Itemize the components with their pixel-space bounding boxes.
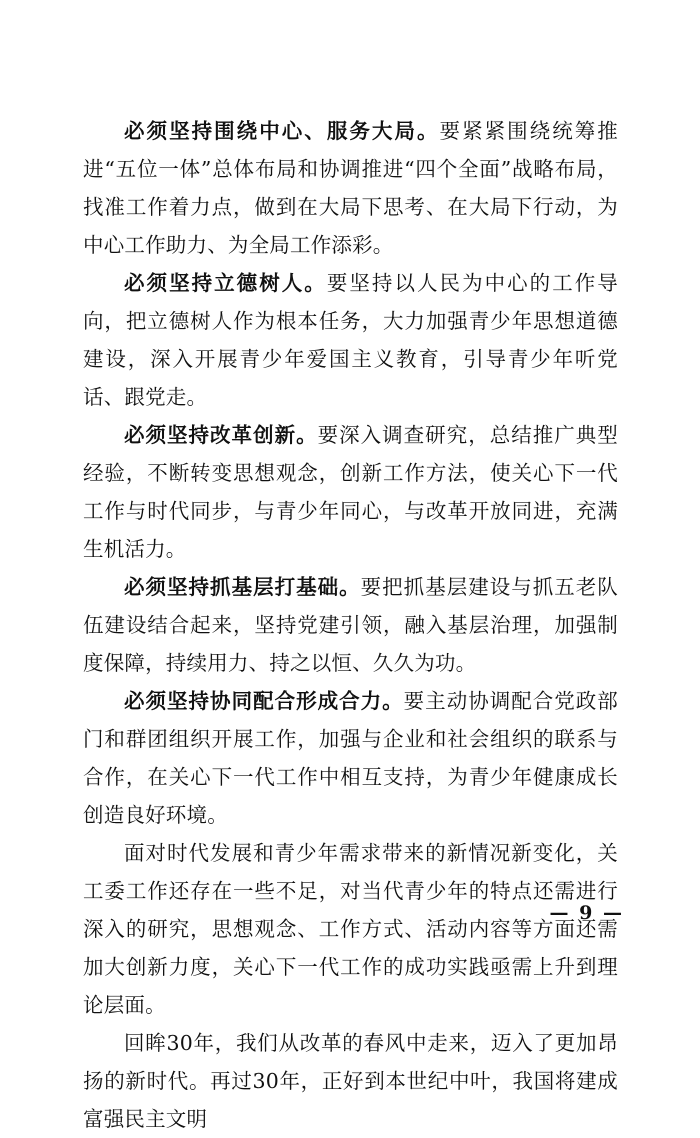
paragraph-5-text: 要主动协调配合党政部门和群团组织开展工作，加强与企业和社会组织的联系与合作，在关心下一代工作中相互支持，为青少年健康成长创造良好环境。 <box>83 689 618 827</box>
paragraph-3-heading: 必须坚持改革创新。 <box>124 423 318 447</box>
paragraph-4-heading: 必须坚持抓基层打基础。 <box>124 575 361 599</box>
paragraph-6 <box>83 834 618 1024</box>
paragraph-3-text: 要深入调查研究，总结推广典型经验，不断转变思想观念，创新工作方法，使关心下一代工作与时代同步，与青少年同心，与改革开放同进，充满生机活力。 <box>83 423 618 561</box>
body-text <box>83 112 618 1138</box>
paragraph-2 <box>83 264 618 416</box>
paragraph-3 <box>83 416 618 568</box>
page-number: — 9 — <box>549 902 624 924</box>
paragraph-4 <box>83 568 618 682</box>
paragraph-5-heading: 必须坚持协同配合形成合力。 <box>124 689 404 713</box>
paragraph-5 <box>83 682 618 834</box>
paragraph-7 <box>83 1024 618 1138</box>
paragraph-1 <box>83 112 618 264</box>
paragraph-4-text: 要把抓基层建设与抓五老队伍建设结合起来，坚持党建引领，融入基层治理，加强制度保障，持续用力、持之以恒、久久为功。 <box>83 575 619 675</box>
paragraph-2-text: 要坚持以人民为中心的工作导向，把立德树人作为根本任务，大力加强青少年思想道德建设，深入开展青少年爱国主义教育，引导青少年听党话、跟党走。 <box>83 271 618 409</box>
paragraph-2-heading: 必须坚持立德树人。 <box>124 271 327 295</box>
paragraph-1-text: 要紧紧围绕统筹推进“五位一体”总体布局和协调推进“四个全面”战略布局，找准工作着力点，做到在大局下思考、在大局下行动，为中心工作助力、为全局工作添彩。 <box>83 119 618 257</box>
paragraph-1-heading: 必须坚持围绕中心、服务大局。 <box>124 119 440 143</box>
paragraph-6-text: 面对时代发展和青少年需求带来的新情况新变化，关工委工作还存在一些不足，对当代青少年的特点还需进行深入的研究，思想观念、工作方式、活动内容等方面还需加大创新力度，关心下一代工作的成功实践亟需上升到理论层面。 <box>83 841 618 1017</box>
paragraph-7-text: 回眸30年，我们从改革的春风中走来，迈入了更加昂扬的新时代。再过30年，正好到本世纪中叶，我国将建成富强民主文明 <box>83 1031 618 1131</box>
